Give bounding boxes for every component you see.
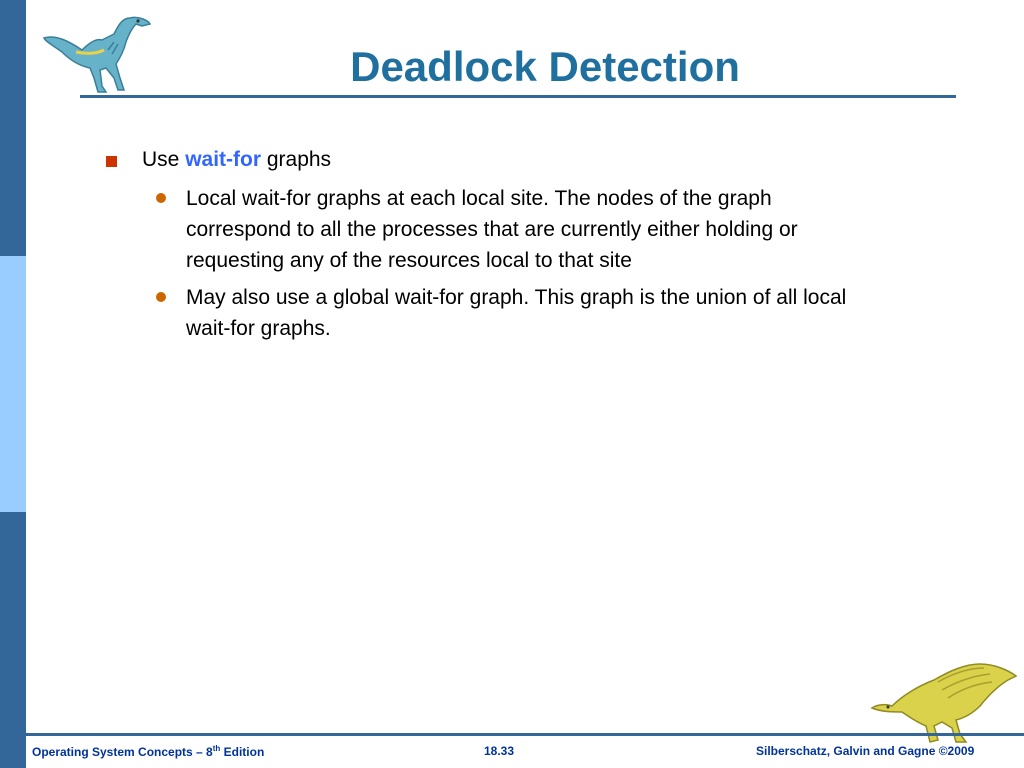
left-bar-middle xyxy=(0,256,26,512)
footer-book-suffix: Edition xyxy=(220,745,265,759)
dinosaur-icon xyxy=(36,8,158,96)
bullet-keyword: wait-for xyxy=(185,148,262,171)
page-title: Deadlock Detection xyxy=(350,43,740,90)
bullet-level2 xyxy=(100,282,866,344)
bullet-prefix: Use xyxy=(142,148,186,171)
sub-bullet-text: May also use a global wait-for graph. This graph is the union of all local wait-for graphs. xyxy=(186,286,847,340)
bullet-level1 xyxy=(100,145,960,175)
sub-bullet-text: Local wait-for graphs at each local site. The nodes of the graph correspond to all the processes that are currently either holding or requesting any of the resources local to that site xyxy=(186,187,798,272)
footer-divider xyxy=(26,733,1024,736)
footer-book-sup: th xyxy=(212,744,221,753)
footer-book-title xyxy=(32,744,264,759)
left-bar-bottom xyxy=(0,512,26,768)
footer-authors: Silberschatz, Galvin and Gagne ©2009 xyxy=(756,744,975,758)
footer-book-prefix: Operating System Concepts – 8 xyxy=(32,745,213,759)
footer-page-number: 18.33 xyxy=(484,744,515,758)
bullet-level2 xyxy=(100,183,866,276)
bullet-suffix: graphs xyxy=(261,148,332,171)
title-divider xyxy=(80,95,956,98)
circle-bullet-icon xyxy=(156,193,166,203)
circle-bullet-icon xyxy=(156,292,166,302)
square-bullet-icon xyxy=(106,156,117,167)
slide-content xyxy=(100,145,960,350)
left-bar-top xyxy=(0,0,26,256)
